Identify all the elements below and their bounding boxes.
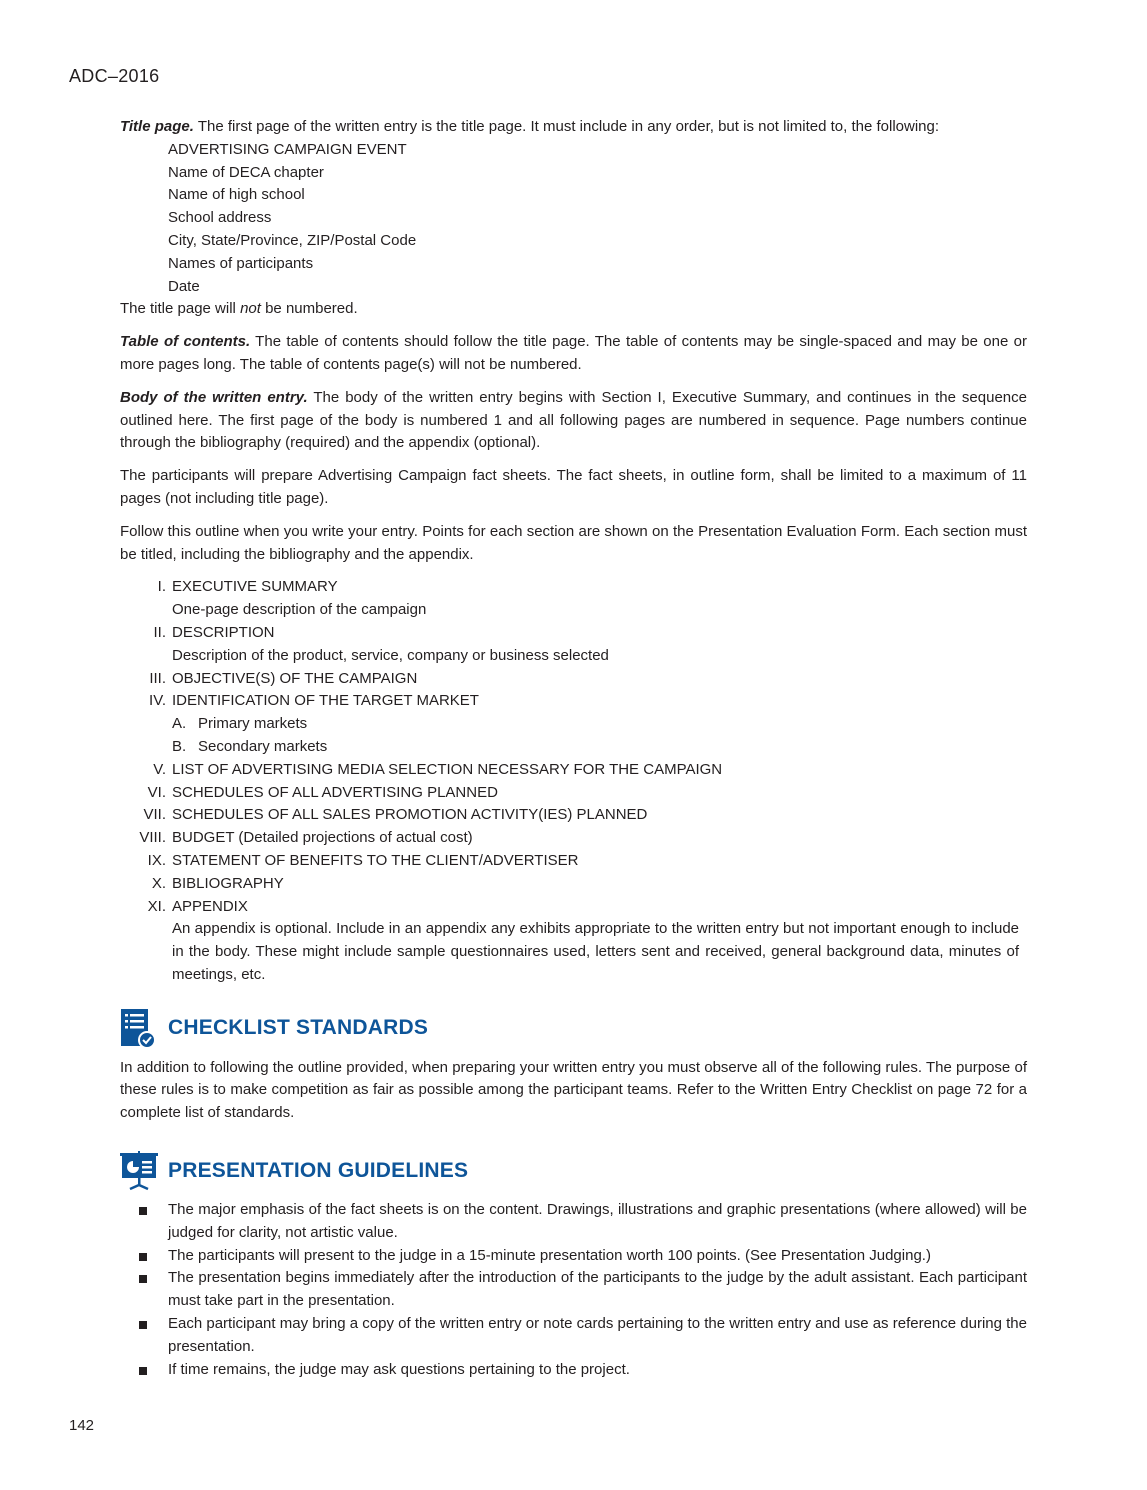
list-item: School address — [168, 209, 272, 227]
outline-title: STATEMENT OF BENEFITS TO THE CLIENT/ADVERTISER — [172, 851, 579, 869]
page-number: 142 — [69, 1417, 95, 1434]
list-item — [120, 1313, 1027, 1359]
note-text: be numbered. — [260, 300, 358, 318]
outline-number: V. — [153, 760, 166, 778]
outline-number: III. — [149, 669, 166, 687]
outline-item — [120, 827, 1027, 850]
presentation-section-header — [120, 1151, 1027, 1191]
outline-title: BIBLIOGRAPHY — [172, 874, 284, 892]
title-page-lead: Title page. — [120, 118, 194, 135]
bullet-text: The presentation begins immediately after the introduction of the participants to the judge by the adult assistant. Each participant must take part in the presentation. — [168, 1269, 1027, 1310]
outline-item — [120, 668, 1027, 691]
outline-item — [120, 759, 1027, 782]
subitem-letter: A. — [172, 715, 187, 733]
outline-item — [120, 782, 1027, 805]
outline-title: LIST OF ADVERTISING MEDIA SELECTION NECESSARY FOR THE CAMPAIGN — [172, 760, 723, 778]
outline-item — [120, 896, 1027, 987]
square-bullet-icon — [120, 1267, 168, 1313]
outline-subitem — [172, 736, 1027, 759]
toc-text: The table of contents should follow the title page. The table of contents may be single-spaced and may be one or more pages long. The table of contents page(s) will not be numbered. — [120, 333, 1027, 373]
title-page-note — [120, 298, 1027, 321]
bullet-text: If time remains, the judge may ask questions pertaining to the project. — [168, 1360, 630, 1378]
body-entry-text: The body of the written entry begins with Section I, Executive Summary, and continues in the sequence outlined here. The first page of the body is numbered 1 and all following pages are numbered in sequence. Page numbers continue through the bibliography (required) and the appendix (optional). — [120, 388, 1027, 452]
outline-title: SCHEDULES OF ALL ADVERTISING PLANNED — [172, 783, 498, 801]
outline-subtext: Description of the product, service, company or business selected — [172, 646, 609, 664]
title-page-paragraph — [120, 116, 1027, 139]
list-item: Name of DECA chapter — [168, 163, 324, 181]
list-item: Date — [168, 277, 200, 295]
outline-number: IX. — [147, 851, 166, 869]
outline-item — [120, 690, 1027, 758]
bullet-text: Each participant may bring a copy of the written entry or note cards pertaining to the written entry and use as reference during the presentation. — [168, 1315, 1027, 1355]
title-page-items — [120, 139, 1027, 299]
outline-number: VII. — [143, 806, 166, 824]
outline-item — [120, 850, 1027, 873]
bullet-text: The participants will present to the judge in a 15-minute presentation worth 100 points. (See Presentation Judging.) — [168, 1246, 931, 1264]
checklist-icon — [120, 1009, 160, 1049]
body-entry-lead: Body of the written entry. — [120, 388, 308, 406]
outline-number: II. — [153, 623, 166, 641]
square-bullet-icon — [120, 1359, 168, 1382]
list-item: Name of high school — [168, 186, 305, 204]
presentation-heading: PRESENTATION GUIDELINES — [168, 1158, 469, 1182]
outline-number: X. — [151, 874, 166, 892]
bullet-text: The major emphasis of the fact sheets is on the content. Drawings, illustrations and graphic presentations (where allowed) will be judged for clarity, not artistic value. — [168, 1201, 1027, 1241]
outline-subitem — [172, 713, 1027, 736]
outline-title: SCHEDULES OF ALL SALES PROMOTION ACTIVITY(IES) PLANNED — [172, 806, 648, 824]
outline-list — [120, 576, 1027, 986]
checklist-paragraph: In addition to following the outline provided, when preparing your written entry you must observe all of the following rules. The purpose of these rules is to make competition as fair as possible among the participant teams. Refer to the Written Entry Checklist on page 72 for a complete list of standards. — [120, 1058, 1027, 1122]
subitem-text: Primary markets — [198, 715, 308, 733]
toc-lead: Table of contents. — [120, 333, 251, 351]
outline-title: DESCRIPTION — [172, 623, 275, 641]
outline-title: OBJECTIVE(S) OF THE CAMPAIGN — [172, 669, 418, 687]
follow-outline-paragraph: Follow this outline when you write your entry. Points for each section are shown on the Presentation Evaluation Form. Each section must be titled, including the bibliography and the appendix. — [120, 522, 1027, 563]
fact-sheets-paragraph: The participants will prepare Advertising Campaign fact sheets. The fact sheets, in outline form, shall be limited to a maximum of 11 pages (not including title page). — [120, 467, 1027, 507]
note-emphasis: not — [240, 300, 261, 318]
outline-item — [120, 804, 1027, 827]
subitem-text: Secondary markets — [198, 737, 328, 755]
outline-item — [120, 576, 1027, 622]
outline-number: I. — [157, 578, 166, 596]
checklist-section-header — [120, 1009, 1027, 1049]
square-bullet-icon — [120, 1313, 168, 1359]
subitem-letter: B. — [172, 737, 187, 755]
list-item: Names of participants — [168, 254, 314, 272]
checklist-heading: CHECKLIST STANDARDS — [168, 1016, 429, 1040]
presentation-bullets — [120, 1199, 1027, 1381]
list-item — [120, 1199, 1027, 1245]
title-page-text: The first page of the written entry is the title page. It must include in any order, but is not limited to, the following: — [193, 118, 940, 135]
list-item — [120, 1359, 1027, 1382]
square-bullet-icon — [120, 1245, 168, 1268]
outline-subtext: One-page description of the campaign — [172, 601, 427, 619]
outline-title: BUDGET (Detailed projections of actual cost) — [172, 829, 473, 847]
running-head: ADC–2016 — [69, 66, 160, 86]
outline-title: EXECUTIVE SUMMARY — [172, 578, 338, 596]
page-content — [120, 116, 1027, 1381]
outline-number: IV. — [149, 692, 166, 710]
list-item: City, State/Province, ZIP/Postal Code — [168, 231, 417, 249]
body-entry-paragraph — [120, 387, 1027, 455]
outline-title: IDENTIFICATION OF THE TARGET MARKET — [172, 692, 479, 710]
toc-paragraph — [120, 331, 1027, 377]
presentation-easel-icon — [120, 1151, 160, 1191]
outline-number: VIII. — [139, 829, 166, 847]
outline-item — [120, 873, 1027, 896]
outline-item — [120, 622, 1027, 668]
list-item: ADVERTISING CAMPAIGN EVENT — [168, 140, 407, 158]
list-item — [120, 1245, 1027, 1268]
outline-number: XI. — [147, 897, 166, 915]
list-item — [120, 1267, 1027, 1313]
square-bullet-icon — [120, 1199, 168, 1245]
appendix-note: An appendix is optional. Include in an appendix any exhibits appropriate to the written entry but not important enough to include in the body. These might include sample questionnaires used, letters sent and received, general background data, minutes of meetings, etc. — [172, 920, 1019, 983]
note-text: The title page will — [120, 300, 241, 318]
outline-title: APPENDIX — [172, 897, 248, 915]
outline-number: VI. — [147, 783, 166, 801]
